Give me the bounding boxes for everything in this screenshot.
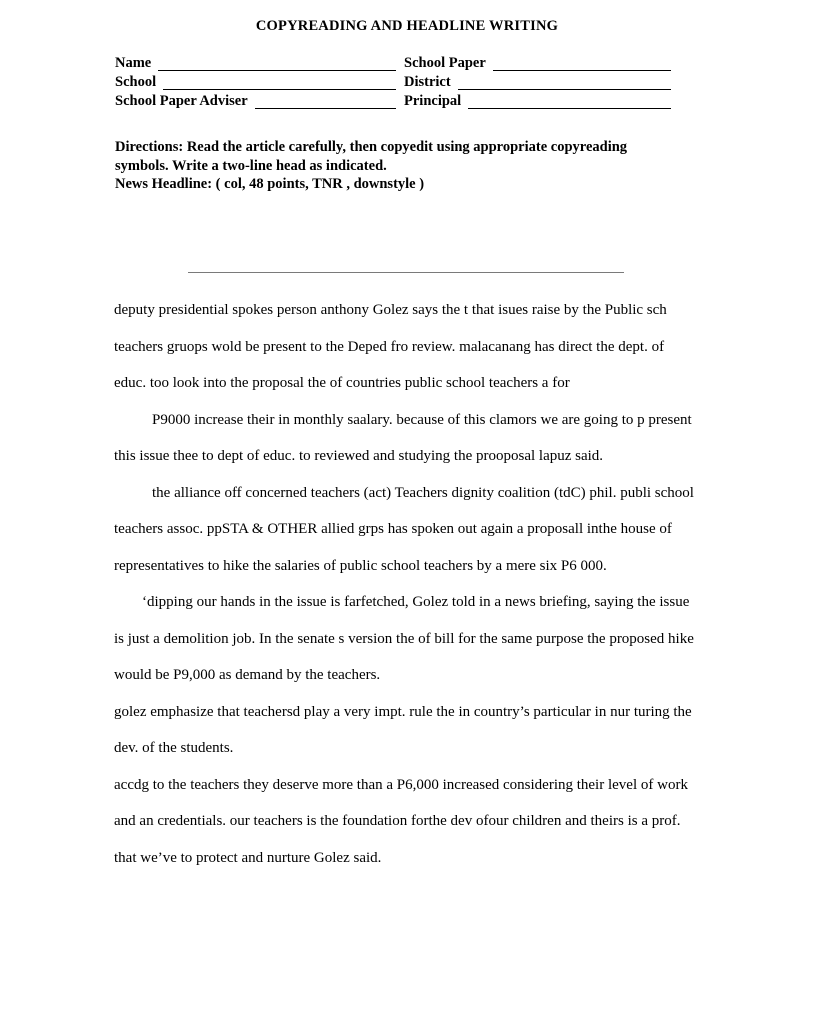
form-field-district [404, 73, 671, 90]
form-input-school-paper[interactable] [493, 57, 671, 71]
form-label-name: Name [115, 55, 152, 71]
directions-line-1: Directions: Read the article carefully, then copyedit using appropriate copyreading [115, 139, 628, 155]
form-input-name[interactable] [158, 57, 396, 71]
form-input-principal[interactable] [468, 95, 671, 109]
directions-block [115, 138, 675, 194]
form-field-school [115, 73, 404, 90]
form-field-principal [404, 92, 671, 109]
form-input-school[interactable] [163, 76, 396, 90]
form-label-school-paper: School Paper [404, 55, 486, 71]
article-body [114, 292, 694, 876]
directions-line-3: News Headline: ( col, 48 points, TNR , downstyle ) [115, 176, 425, 192]
form-field-school-paper [404, 54, 671, 71]
form-label-district: District [404, 74, 451, 90]
directions-line-2: symbols. Write a two-line head as indicated. [115, 157, 387, 174]
form-field-school-paper-adviser [115, 92, 404, 109]
article-paragraph: the alliance off concerned teachers (act) Teachers dignity coalition (tdC) phil. publi school teachers assoc. ppSTA & OTHER allied grps has spoken out again a proposall inthe house of representatives to hike the salaries of public school teachers by a mere six P6 000. [114, 484, 694, 574]
form-label-school: School [115, 74, 157, 90]
form-row [115, 92, 671, 109]
headline-answer-rule[interactable] [188, 272, 624, 273]
page-title: COPYREADING AND HEADLINE WRITING [255, 18, 559, 34]
article-paragraph: accdg to the teachers they deserve more than a P6,000 increased considering their level of work and an credentials. our teachers is the foundation forthe dev ofour children and theirs is a prof. that we’ve to protect and nurture Golez said. [114, 776, 688, 866]
form-input-school-paper-adviser[interactable] [255, 95, 396, 109]
form-field-name [115, 54, 404, 71]
form-label-principal: Principal [404, 93, 462, 109]
article-paragraph: golez emphasize that teachersd play a very impt. rule the in country’s particular in nur turing the dev. of the students. [114, 703, 692, 756]
form-input-district[interactable] [458, 76, 671, 90]
form-label-school-paper-adviser: School Paper Adviser [115, 93, 248, 109]
form-row [115, 54, 671, 71]
article-paragraph: ‘dipping our hands in the issue is farfetched, Golez told in a news briefing, saying the issue is just a demolition job. In the senate s version the of bill for the same purpose the proposed hike would be P9,000 as demand by the teachers. [114, 594, 694, 683]
form-row [115, 73, 671, 90]
identification-form [115, 54, 671, 111]
article-paragraph: deputy presidential spokes person anthony Golez says the t that isues raise by the Public sch teachers gruops wold be present to the Deped fro review. malacanang has direct the dept. of educ. too look into the proposal the of countries public school teachers a for [114, 302, 667, 391]
article-paragraph: P9000 increase their in monthly saalary. because of this clamors we are going to p present this issue thee to dept of educ. to reviewed and studying the prooposal lapuz said. [114, 411, 692, 464]
